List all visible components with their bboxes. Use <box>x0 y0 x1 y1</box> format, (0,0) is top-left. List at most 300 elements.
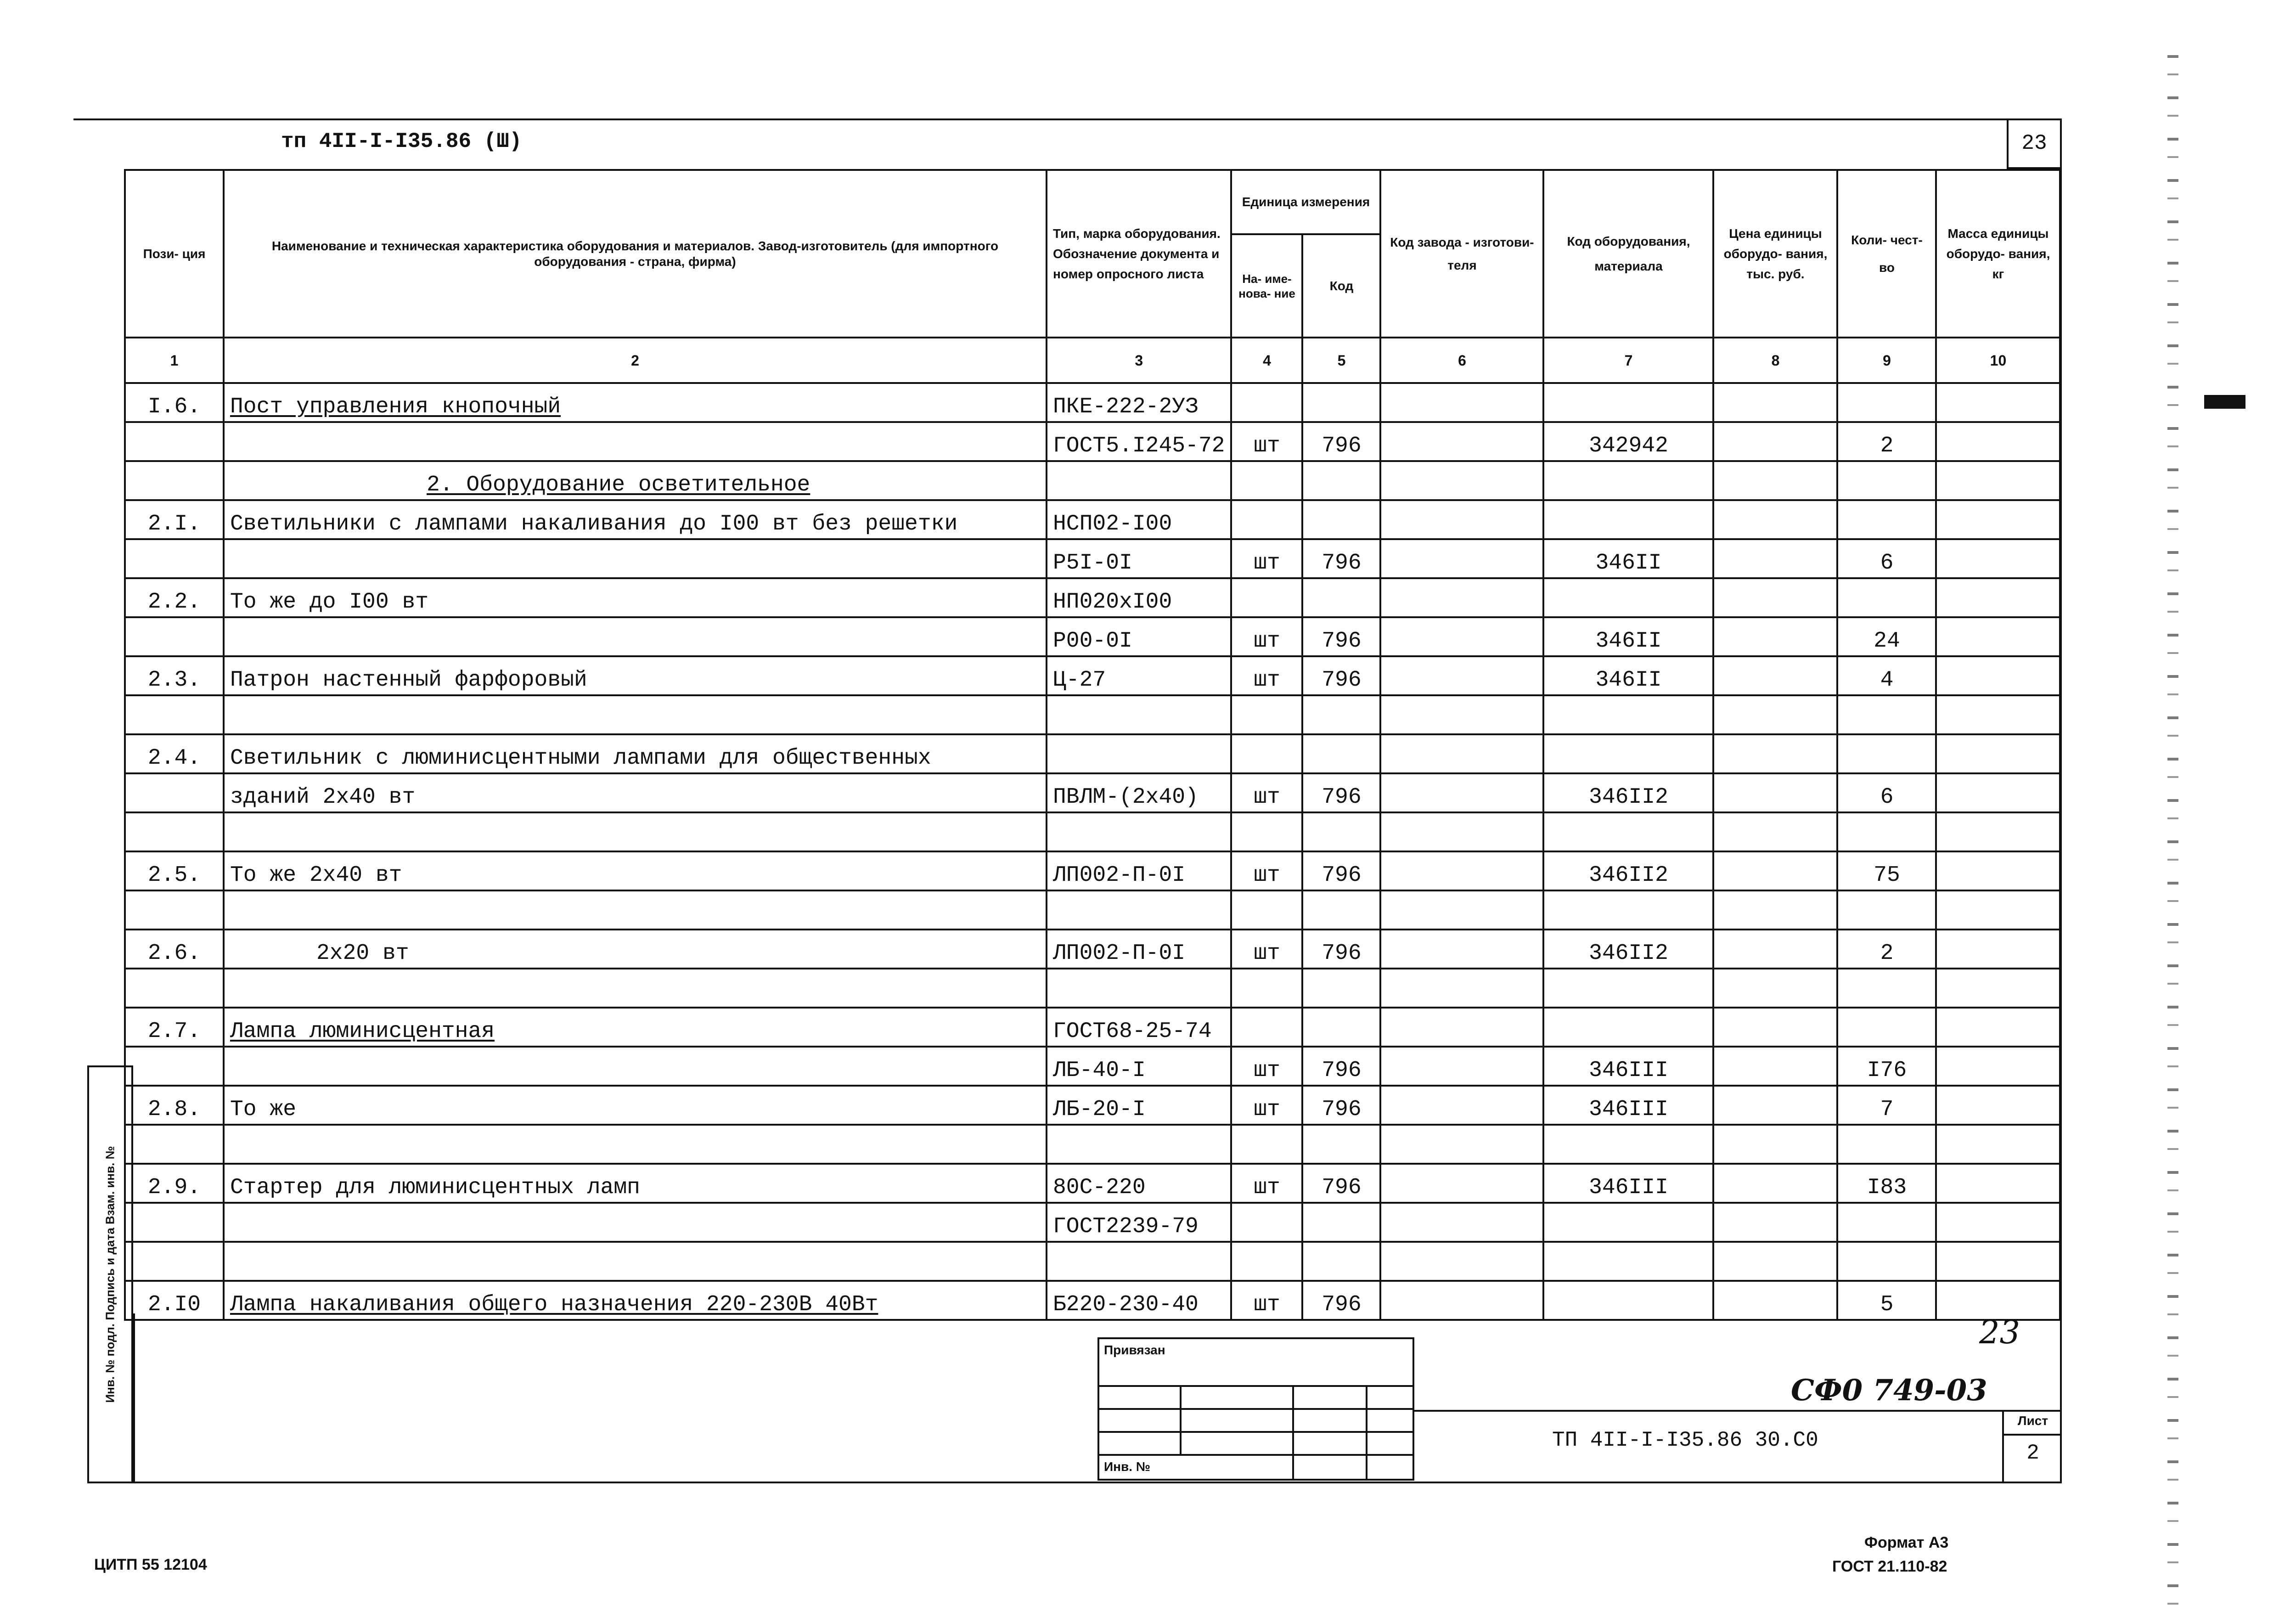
header-qty: Коли- чест- во <box>1837 170 1936 338</box>
type-cell <box>1047 1203 1231 1242</box>
name-cell <box>224 422 1047 461</box>
price-cell <box>1713 734 1837 773</box>
mass-cell <box>1936 851 2060 890</box>
table-row <box>125 1281 2060 1320</box>
quantity-cell <box>1837 1008 1936 1047</box>
position-cell-text: 2.I. <box>147 512 201 536</box>
position-cell-text: 2.9. <box>147 1175 201 1200</box>
price-cell <box>1713 695 1837 734</box>
quantity-cell-text: I83 <box>1867 1175 1907 1200</box>
factory-code-cell <box>1380 695 1543 734</box>
footer-citp: ЦИТП 55 12104 <box>94 1556 207 1573</box>
equipment-code-cell <box>1543 851 1713 890</box>
name-cell-text: зданий 2х40 вт <box>230 785 416 810</box>
equipment-code-cell <box>1543 1164 1713 1203</box>
mass-cell <box>1936 617 2060 656</box>
quantity-cell <box>1837 383 1936 422</box>
type-cell <box>1047 851 1231 890</box>
scan-edge-mark <box>2204 395 2245 409</box>
table-row <box>125 930 2060 969</box>
table-row <box>125 1203 2060 1242</box>
header-factory-code: Код завода - изготови- теля <box>1380 170 1543 338</box>
position-cell <box>125 969 224 1008</box>
factory-code-cell <box>1380 969 1543 1008</box>
mass-cell <box>1936 1086 2060 1125</box>
type-cell-text: ПВЛМ-(2х40) <box>1053 785 1199 810</box>
unit-code-cell <box>1302 1047 1380 1086</box>
equipment-code-cell <box>1543 1047 1713 1086</box>
unit-code-cell <box>1302 461 1380 500</box>
price-cell <box>1713 1242 1837 1281</box>
type-cell <box>1047 1047 1231 1086</box>
price-cell <box>1713 1281 1837 1320</box>
handwritten-page-number: 23 <box>1979 1313 2020 1351</box>
position-cell <box>125 1125 224 1164</box>
position-cell-text: I.6. <box>147 394 201 419</box>
header-unit-name: На- име- нова- ние <box>1231 234 1302 338</box>
name-cell-text: То же 2х40 вт <box>230 863 402 888</box>
unit-name-cell-text: шт <box>1254 941 1280 966</box>
equipment-code-cell <box>1543 461 1713 500</box>
unit-name-cell <box>1231 1203 1302 1242</box>
factory-code-cell <box>1380 1125 1543 1164</box>
unit-name-cell-text: шт <box>1254 785 1280 810</box>
page-number-top: 23 <box>2021 131 2047 155</box>
quantity-cell-text: 75 <box>1874 863 1900 888</box>
type-cell-text: Ц-27 <box>1053 668 1106 693</box>
unit-code-cell-text: 796 <box>1322 551 1362 575</box>
equipment-code-cell <box>1543 930 1713 969</box>
equipment-code-cell <box>1543 1086 1713 1125</box>
position-cell <box>125 461 224 500</box>
name-cell <box>224 695 1047 734</box>
price-cell <box>1713 1125 1837 1164</box>
type-cell-text: ПКЕ-222-2УЗ <box>1053 394 1199 419</box>
unit-code-cell <box>1302 969 1380 1008</box>
table-row <box>125 617 2060 656</box>
column-number: 9 <box>1837 338 1936 383</box>
position-cell <box>125 383 224 422</box>
price-cell <box>1713 1047 1837 1086</box>
column-number: 5 <box>1302 338 1380 383</box>
factory-code-cell <box>1380 773 1543 812</box>
stamp-grid-line <box>1292 1385 1294 1481</box>
type-cell <box>1047 1086 1231 1125</box>
position-cell-text: 2.2. <box>147 590 201 614</box>
equipment-code-cell-text: 346III <box>1589 1058 1668 1083</box>
price-cell <box>1713 1164 1837 1203</box>
table-row <box>125 890 2060 930</box>
name-cell <box>224 539 1047 578</box>
equipment-code-cell <box>1543 578 1713 617</box>
frame-right <box>2060 170 2062 1483</box>
position-cell <box>125 656 224 695</box>
price-cell <box>1713 383 1837 422</box>
mass-cell <box>1936 695 2060 734</box>
equipment-code-cell-text: 342942 <box>1589 434 1668 458</box>
position-cell <box>125 1242 224 1281</box>
unit-code-cell <box>1302 383 1380 422</box>
position-cell <box>125 1086 224 1125</box>
equipment-code-cell <box>1543 1203 1713 1242</box>
mass-cell <box>1936 656 2060 695</box>
unit-name-cell <box>1231 422 1302 461</box>
unit-name-cell <box>1231 1008 1302 1047</box>
header-price: Цена единицы оборудо- вания, тыс. руб. <box>1713 170 1837 338</box>
type-cell <box>1047 461 1231 500</box>
table-row <box>125 1047 2060 1086</box>
equipment-code-cell <box>1543 656 1713 695</box>
position-cell <box>125 1281 224 1320</box>
factory-code-cell <box>1380 1047 1543 1086</box>
table-row <box>125 383 2060 422</box>
name-cell-text: То же до I00 вт <box>230 590 429 614</box>
position-cell <box>125 890 224 930</box>
quantity-cell <box>1837 1164 1936 1203</box>
type-cell <box>1047 422 1231 461</box>
column-number: 6 <box>1380 338 1543 383</box>
quantity-cell-text: I76 <box>1867 1058 1907 1083</box>
type-cell-text: 80С-220 <box>1053 1175 1146 1200</box>
column-number: 2 <box>224 338 1047 383</box>
name-cell <box>224 1164 1047 1203</box>
unit-code-cell-text: 796 <box>1322 1175 1362 1200</box>
quantity-cell <box>1837 1086 1936 1125</box>
mass-cell <box>1936 422 2060 461</box>
equipment-code-cell <box>1543 422 1713 461</box>
name-cell <box>224 1203 1047 1242</box>
type-cell-text: ГОСТ5.I245-72 <box>1053 434 1225 458</box>
unit-name-cell-text: шт <box>1254 1058 1280 1083</box>
price-cell <box>1713 617 1837 656</box>
table-row <box>125 578 2060 617</box>
equipment-code-cell-text: 346II2 <box>1589 863 1668 888</box>
position-cell <box>125 773 224 812</box>
type-cell <box>1047 500 1231 539</box>
name-cell <box>224 383 1047 422</box>
price-cell <box>1713 1008 1837 1047</box>
name-cell-text: 2. Оборудование осветительное <box>427 473 810 497</box>
column-number: 10 <box>1936 338 2060 383</box>
table-row <box>125 773 2060 812</box>
name-cell <box>224 890 1047 930</box>
position-cell <box>125 539 224 578</box>
name-cell <box>224 734 1047 773</box>
scan-edge-artifact <box>2167 55 2178 1607</box>
mass-cell <box>1936 1242 2060 1281</box>
name-cell-text: 2х20 вт <box>316 941 409 966</box>
table-row <box>125 461 2060 500</box>
privyazan-label: Привязан <box>1104 1343 1165 1357</box>
name-cell <box>224 1086 1047 1125</box>
unit-code-cell <box>1302 1125 1380 1164</box>
unit-name-cell <box>1231 969 1302 1008</box>
price-cell <box>1713 422 1837 461</box>
mass-cell <box>1936 1125 2060 1164</box>
unit-code-cell-text: 796 <box>1322 941 1362 966</box>
unit-code-cell <box>1302 1242 1380 1281</box>
name-cell <box>224 1008 1047 1047</box>
type-cell <box>1047 539 1231 578</box>
name-cell <box>224 969 1047 1008</box>
unit-name-cell-text: шт <box>1254 551 1280 575</box>
name-cell <box>224 1047 1047 1086</box>
factory-code-cell <box>1380 1164 1543 1203</box>
unit-name-cell <box>1231 461 1302 500</box>
type-cell <box>1047 773 1231 812</box>
type-cell <box>1047 656 1231 695</box>
factory-code-cell <box>1380 422 1543 461</box>
position-cell-text: 2.3. <box>147 668 201 693</box>
unit-name-cell <box>1231 1242 1302 1281</box>
page-number-box <box>2007 119 2060 169</box>
mass-cell <box>1936 969 2060 1008</box>
unit-name-cell-text: шт <box>1254 434 1280 458</box>
handwritten-doc-code: СФ0 749-03 <box>1791 1373 1987 1408</box>
position-cell <box>125 1164 224 1203</box>
name-cell-text: Лампа накаливания общего назначения 220-230В 40Вт <box>230 1292 878 1317</box>
unit-name-cell <box>1231 695 1302 734</box>
factory-code-cell <box>1380 812 1543 851</box>
type-cell <box>1047 1125 1231 1164</box>
name-cell <box>224 1125 1047 1164</box>
quantity-cell <box>1837 812 1936 851</box>
position-cell <box>125 1203 224 1242</box>
unit-code-cell <box>1302 1086 1380 1125</box>
factory-code-cell <box>1380 500 1543 539</box>
footer-gost: ГОСТ 21.110-82 <box>1832 1558 1947 1575</box>
unit-code-cell <box>1302 890 1380 930</box>
header-type: Тип, марка оборудования. Обозначение документа и номер опросного листа <box>1047 170 1231 338</box>
position-cell <box>125 695 224 734</box>
mass-cell <box>1936 773 2060 812</box>
quantity-cell <box>1837 969 1936 1008</box>
unit-name-cell-text: шт <box>1254 1097 1280 1122</box>
name-cell <box>224 1281 1047 1320</box>
table-row <box>125 969 2060 1008</box>
unit-name-cell <box>1231 617 1302 656</box>
factory-code-cell <box>1380 890 1543 930</box>
quantity-cell <box>1837 1125 1936 1164</box>
stamp-grid-line <box>1366 1385 1367 1481</box>
equipment-code-cell-text: 346II2 <box>1589 785 1668 810</box>
quantity-cell <box>1837 656 1936 695</box>
table-row <box>125 1008 2060 1047</box>
mass-cell <box>1936 578 2060 617</box>
unit-code-cell <box>1302 1164 1380 1203</box>
table-row <box>125 1242 2060 1281</box>
position-cell <box>125 500 224 539</box>
header-position: Пози- ция <box>125 170 224 338</box>
column-number: 4 <box>1231 338 1302 383</box>
unit-code-cell <box>1302 1008 1380 1047</box>
quantity-cell-text: 24 <box>1874 629 1900 654</box>
frame-right-top <box>2060 118 2062 170</box>
header-mass: Масса единицы оборудо- вания, кг <box>1936 170 2060 338</box>
position-cell-text: 2.4. <box>147 746 201 771</box>
column-number: 7 <box>1543 338 1713 383</box>
unit-code-cell <box>1302 773 1380 812</box>
position-cell <box>125 578 224 617</box>
factory-code-cell <box>1380 1008 1543 1047</box>
quantity-cell-text: 5 <box>1880 1292 1894 1317</box>
table-row <box>125 539 2060 578</box>
unit-name-cell <box>1231 812 1302 851</box>
name-cell <box>224 578 1047 617</box>
table-row <box>125 656 2060 695</box>
equipment-code-cell-text: 346II2 <box>1589 941 1668 966</box>
position-cell <box>125 1008 224 1047</box>
price-cell <box>1713 500 1837 539</box>
sheet-label: Лист <box>2017 1414 2048 1428</box>
header-equipment-code: Код оборудования, материала <box>1543 170 1713 338</box>
header-name: Наименование и техническая характеристика оборудования и материалов. Завод-изготовитель (для импортного оборудования - страна, фирма) <box>224 170 1047 338</box>
type-cell <box>1047 695 1231 734</box>
equipment-code-cell-text: 346II <box>1595 551 1662 575</box>
price-cell <box>1713 1086 1837 1125</box>
mass-cell <box>1936 539 2060 578</box>
footer-format: Формат А3 <box>1864 1534 1949 1551</box>
name-cell-text: Стартер для люминисцентных ламп <box>230 1175 640 1200</box>
quantity-cell <box>1837 773 1936 812</box>
title-block-top-line <box>1414 1410 2062 1412</box>
side-stamp-label: Инв. № подл. Подпись и дата Взам. инв. № <box>103 1146 117 1403</box>
mass-cell <box>1936 734 2060 773</box>
price-cell <box>1713 969 1837 1008</box>
unit-name-cell <box>1231 1125 1302 1164</box>
type-cell-text: НСП02-I00 <box>1053 512 1172 536</box>
mass-cell <box>1936 461 2060 500</box>
unit-name-cell-text: шт <box>1254 1175 1280 1200</box>
factory-code-cell <box>1380 851 1543 890</box>
mass-cell <box>1936 1164 2060 1203</box>
unit-name-cell <box>1231 1047 1302 1086</box>
quantity-cell-text: 7 <box>1880 1097 1894 1122</box>
header-unit-code: Код <box>1302 234 1380 338</box>
column-number: 3 <box>1047 338 1231 383</box>
top-border-line <box>73 118 2062 120</box>
unit-name-cell-text: шт <box>1254 668 1280 693</box>
equipment-code-cell <box>1543 500 1713 539</box>
type-cell <box>1047 890 1231 930</box>
unit-name-cell-text: шт <box>1254 629 1280 654</box>
quantity-cell <box>1837 617 1936 656</box>
mass-cell <box>1936 1047 2060 1086</box>
factory-code-cell <box>1380 1242 1543 1281</box>
type-cell <box>1047 734 1231 773</box>
unit-name-cell-text: шт <box>1254 1292 1280 1317</box>
position-cell <box>125 930 224 969</box>
type-cell <box>1047 812 1231 851</box>
type-cell <box>1047 1164 1231 1203</box>
unit-code-cell <box>1302 812 1380 851</box>
type-cell <box>1047 969 1231 1008</box>
stamp-grid-line <box>1180 1385 1182 1456</box>
type-cell <box>1047 578 1231 617</box>
equipment-code-cell-text: 346II <box>1595 629 1662 654</box>
unit-name-cell <box>1231 890 1302 930</box>
unit-code-cell-text: 796 <box>1322 434 1362 458</box>
type-cell <box>1047 617 1231 656</box>
price-cell <box>1713 539 1837 578</box>
table-body <box>125 383 2060 1320</box>
factory-code-cell <box>1380 461 1543 500</box>
position-cell <box>125 734 224 773</box>
unit-code-cell-text: 796 <box>1322 1097 1362 1122</box>
quantity-cell-text: 4 <box>1880 668 1894 693</box>
table-row <box>125 734 2060 773</box>
unit-code-cell-text: 796 <box>1322 668 1362 693</box>
table-row <box>125 500 2060 539</box>
equipment-code-cell-text: 346III <box>1589 1175 1668 1200</box>
side-stamp <box>87 1065 133 1483</box>
factory-code-cell <box>1380 1281 1543 1320</box>
mass-cell <box>1936 1008 2060 1047</box>
type-cell-text: Р00-0I <box>1053 629 1132 654</box>
equipment-code-cell <box>1543 695 1713 734</box>
unit-name-cell <box>1231 930 1302 969</box>
equipment-code-cell <box>1543 1008 1713 1047</box>
quantity-cell <box>1837 578 1936 617</box>
unit-name-cell <box>1231 1164 1302 1203</box>
unit-code-cell <box>1302 578 1380 617</box>
name-cell-text: Пост управления кнопочный <box>230 394 561 419</box>
price-cell <box>1713 773 1837 812</box>
name-cell <box>224 461 1047 500</box>
specification-table <box>124 169 2061 1321</box>
position-cell-text: 2.7. <box>147 1019 201 1044</box>
equipment-code-cell <box>1543 812 1713 851</box>
type-cell <box>1047 930 1231 969</box>
quantity-cell <box>1837 1203 1936 1242</box>
type-cell <box>1047 1281 1231 1320</box>
equipment-code-cell-text: 346III <box>1589 1097 1668 1122</box>
position-cell <box>125 812 224 851</box>
type-cell-text: ЛП002-П-0I <box>1053 941 1186 966</box>
mass-cell <box>1936 890 2060 930</box>
unit-name-cell-text: шт <box>1254 863 1280 888</box>
price-cell <box>1713 930 1837 969</box>
name-cell <box>224 930 1047 969</box>
doc-designation: ТП 4II-I-I35.86 30.С0 <box>1552 1428 1818 1452</box>
unit-name-cell <box>1231 578 1302 617</box>
unit-code-cell-text: 796 <box>1322 629 1362 654</box>
quantity-cell <box>1837 539 1936 578</box>
quantity-cell <box>1837 422 1936 461</box>
factory-code-cell <box>1380 656 1543 695</box>
quantity-cell <box>1837 1242 1936 1281</box>
quantity-cell <box>1837 500 1936 539</box>
quantity-cell <box>1837 1047 1936 1086</box>
equipment-code-cell-text: 346II <box>1595 668 1662 693</box>
table-row <box>125 1086 2060 1125</box>
unit-code-cell-text: 796 <box>1322 863 1362 888</box>
unit-code-cell <box>1302 617 1380 656</box>
factory-code-cell <box>1380 1086 1543 1125</box>
inv-label: Инв. № <box>1104 1459 1151 1474</box>
sheet-number: 2 <box>2026 1441 2039 1465</box>
header-unit-group: Единица измерения <box>1231 170 1380 234</box>
unit-name-cell <box>1231 773 1302 812</box>
unit-name-cell <box>1231 656 1302 695</box>
unit-code-cell-text: 796 <box>1322 785 1362 810</box>
factory-code-cell <box>1380 734 1543 773</box>
name-cell <box>224 1242 1047 1281</box>
position-cell <box>125 422 224 461</box>
quantity-cell <box>1837 930 1936 969</box>
name-cell <box>224 812 1047 851</box>
equipment-code-cell <box>1543 969 1713 1008</box>
